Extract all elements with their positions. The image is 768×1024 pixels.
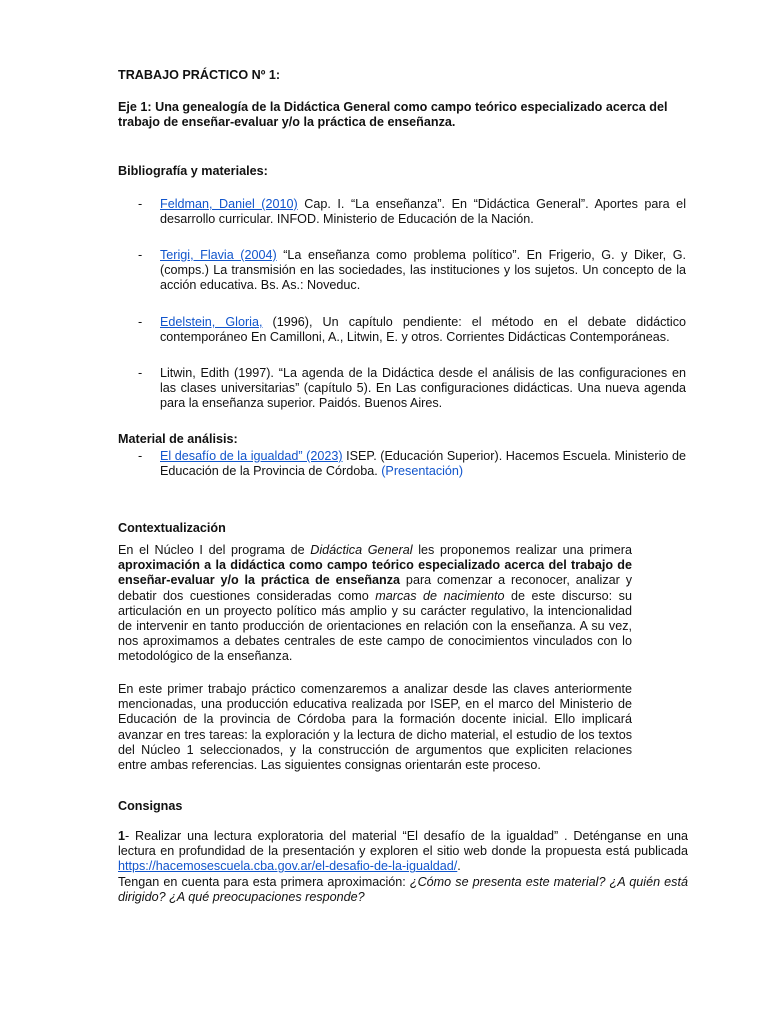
presentation-link[interactable]: (Presentación) [381,464,464,479]
material-text [160,449,686,479]
context-text: de este discurso: su articulación en un proyecto político más amplio y su carácter regulativo, la intencionalidad de intervenir en tanto producción de orientaciones en relación con la enseñanza. A su vez, nos aproximamos a debates centrales de este campo de conocimientos vinculados con lo metodológico de la enseñanza. [118,588,632,664]
bullet-dash: - [138,366,143,380]
reference-item [138,366,686,412]
context-emphasis: aproximación a la didáctica como campo teórico especializado acerca del trabajo de enseñar-evaluar y/o la práctica de enseñanza [118,558,632,588]
bullet-dash: - [138,197,143,211]
reference-citation: Cap. I. “La enseñanza”. En “Didáctica General”. Aportes para el desarrollo curricular. INFOD. Ministerio de Educación de la Nación. [160,197,686,227]
context-heading: Contextualización [118,521,226,535]
reference-citation: (1996), Un capítulo pendiente: el método en el debate didáctico contemporáneo En Camilloni, A., Litwin, E. y otros. Corrientes Didácticas Contemporáneas. [160,315,686,345]
context-text: para comenzar a reconocer, analizar y debatir dos cuestiones consideradas como [118,573,632,603]
reference-text [160,366,686,412]
context-text: En el Núcleo I del programa de [118,543,311,557]
context-course-name: Didáctica General [310,543,413,557]
consignas-heading: Consignas [118,799,183,813]
bullet-dash: - [138,449,143,463]
reference-link[interactable]: Feldman, Daniel (2010) [160,197,298,211]
reference-citation: “La enseñanza como problema político”. En Frigerio, G. y Diker, G. (comps.) La transmisión en las sociedades, las instituciones y los sujetos. Un concepto de la acción educativa. Bs. As.: Noveduc. [160,248,686,293]
context-italic: marcas de nacimiento [375,588,505,603]
material-item [138,449,686,479]
consigna-number: 1 [118,829,126,843]
context-text: les proponemos realizar una primera [412,543,632,557]
material-citation: ISEP. (Educación Superior). Hacemos Escuela. Ministerio de Educación de la Provincia de Córdoba. [160,449,686,479]
bullet-dash: - [138,315,143,329]
consigna-questions: ¿Cómo se presenta este material? ¿A quién está dirigido? ¿A qué preocupaciones responde? [118,874,688,904]
eje-heading [118,100,686,130]
context-paragraph-2: En este primer trabajo práctico comenzaremos a analizar desde las claves anteriormente mencionadas, una producción educativa realizada por ISEP, en el marco del Ministerio de Educación de la provincia de Córdoba para la formación docente inicial. Ello implicará avanzar en tres tareas: la exploración y la lectura de dicho material, el estudio de los textos del Núcleo 1 seleccionados, y la construcción de argumentos que expliciten relaciones entre ambas referencias. Las siguientes consignas orientarán este proceso. [118,682,632,773]
consigna-text: Tengan en cuenta para esta primera aproximación: [118,874,410,889]
material-link[interactable]: El desafío de la igualdad” (2023) [160,449,343,463]
reference-text [160,197,686,227]
reference-item [138,248,686,294]
consigna-1 [118,829,688,905]
reference-text [160,248,686,294]
reference-item [138,197,686,227]
reference-link[interactable]: Terigi, Flavia (2004) [160,248,277,262]
eje-text: Una genealogía de la Didáctica General como campo teórico especializado acerca del trabajo de enseñar-evaluar y/o la práctica de enseñanza. [118,100,668,130]
bibliography-heading: Bibliografía y materiales: [118,164,268,178]
website-link[interactable]: https://hacemosescuela.cba.gov.ar/el-desafio-de-la-igualdad/ [118,859,458,874]
context-paragraph-1 [118,543,632,665]
reference-citation: Litwin, Edith (1997). “La agenda de la Didáctica desde el análisis de las configuraciones en las clases universitarias” (capítulo 5). En Las configuraciones didácticas. Una nueva agenda para la enseñanza superior. Paidós. Buenos Aires. [160,366,686,411]
reference-item [138,315,686,345]
page-title: TRABAJO PRÁCTICO Nº 1: [118,68,281,82]
bullet-dash: - [138,248,143,262]
consigna-text: - Realizar una lectura exploratoria del material “El desafío de la igualdad” . Deténganse en una lectura en profundidad de la presentación y exploren el sitio web donde la propuesta está publicada [118,829,688,859]
reference-text [160,315,686,345]
eje-label: Eje 1: [118,100,152,114]
material-heading: Material de análisis: [118,432,238,446]
reference-link[interactable]: Edelstein, Gloria, [160,315,263,329]
consigna-text: . [457,859,461,874]
